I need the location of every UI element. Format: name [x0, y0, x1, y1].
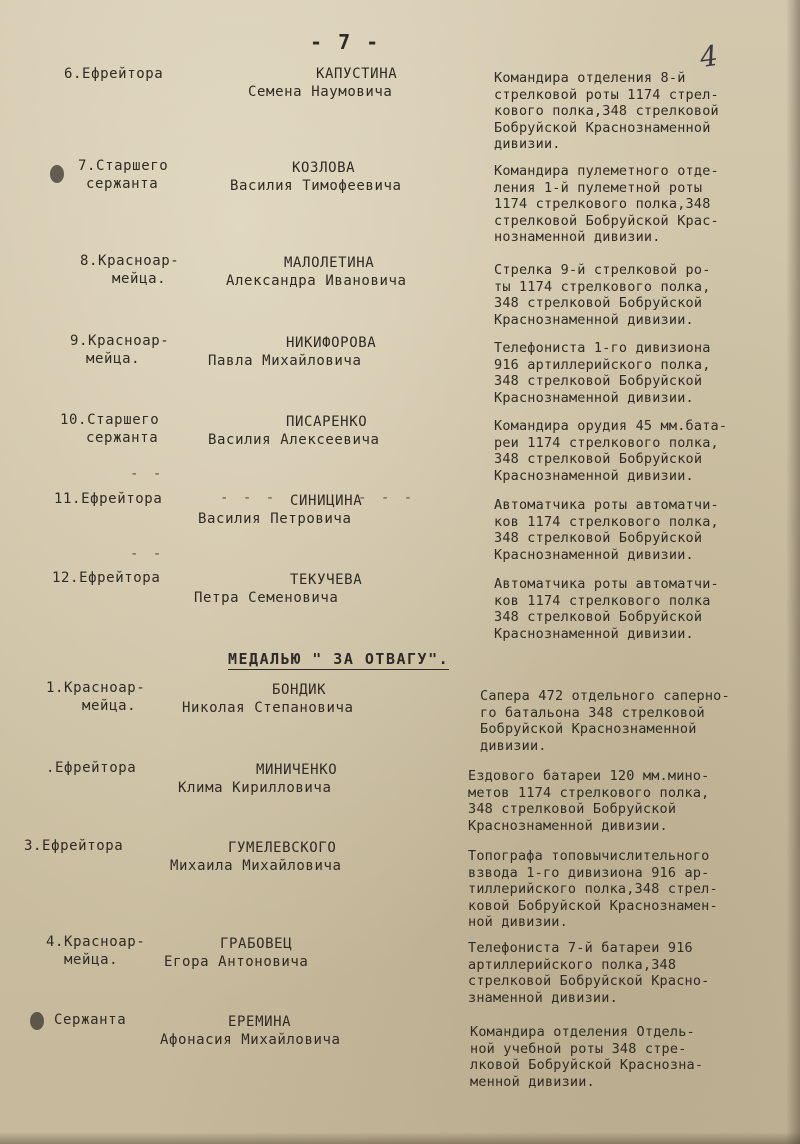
page-edge-shadow [0, 1132, 800, 1144]
surname: ПИСАРЕНКО [286, 414, 368, 430]
surname: КАПУСТИНА [316, 66, 398, 82]
surname: ГУМЕЛЕВСКОГО [228, 840, 337, 856]
rank-line: сержанта [86, 430, 159, 446]
surname: ТЕКУЧЕВА [290, 572, 363, 588]
rank-line: Сержанта [54, 1012, 127, 1028]
smudge-mark: - - - [220, 490, 278, 506]
surname: ЕРЕМИНА [228, 1014, 292, 1030]
surname: МИНИЧЕНКО [256, 762, 338, 778]
entry-description: Топографа топовычислительного взвода 1-го дивизиона 916 ар- тиллерийского полка,348 стрел- ковой Бобруйской Краснознамен- ной дивизии. [468, 848, 718, 930]
punch-hole-icon [30, 1012, 44, 1030]
surname: МАЛОЛЕТИНА [284, 255, 375, 271]
given-name: Клима Кирилловича [178, 780, 332, 796]
rank-line: 10.Старшего [60, 412, 160, 428]
rank-line: 6.Ефрейтора [64, 66, 164, 82]
given-name: Егора Антоновича [164, 954, 309, 970]
entry-description: Ездового батареи 120 мм.мино- метов 1174 стрелкового полка, 348 стрелковой Бобруйской Краснознаменной дивизии. [468, 768, 710, 834]
given-name: Семена Наумовича [248, 84, 393, 100]
surname: ГРАБОВЕЦ [220, 936, 293, 952]
entry-description: Командира отделения 8-й стрелковой роты 1174 стрел- кового полка,348 стрелковой Бобруйской Краснознаменной дивизии. [494, 70, 719, 152]
punch-hole-icon [50, 165, 64, 183]
smudge-mark: - - [130, 546, 165, 562]
entry-description: Телефониста 7-й батареи 916 артиллерийского полка,348 стрелковой Бобруйской Красно- знаменной дивизии. [468, 940, 710, 1006]
surname: КОЗЛОВА [292, 160, 356, 176]
entry-description: Сапера 472 отдельного саперно- го батальона 348 стрелковой Бобруйской Краснознаменной дивизии. [480, 688, 730, 754]
given-name: Афонасия Михайловича [160, 1032, 341, 1048]
given-name: Николая Степановича [182, 700, 354, 716]
given-name: Василия Петровича [198, 511, 352, 527]
rank-line: 12.Ефрейтора [52, 570, 161, 586]
rank-line: 7.Старшего [78, 158, 169, 174]
smudge-mark: - - [130, 466, 165, 482]
rank-line: мейца. [82, 698, 137, 714]
rank-line: мейца. [64, 952, 119, 968]
surname: БОНДИК [272, 682, 327, 698]
given-name: Павла Михайловича [208, 353, 362, 369]
rank-line: мейца. [86, 351, 141, 367]
rank-line: сержанта [86, 176, 159, 192]
rank-line: 4.Красноар- [46, 934, 146, 950]
rank-line: 1.Красноар- [46, 680, 146, 696]
given-name: Александра Ивановича [226, 273, 407, 289]
rank-line: 3.Ефрейтора [24, 838, 124, 854]
handwritten-mark: 4 [697, 38, 721, 75]
entry-description: Автоматчика роты автоматчи- ков 1174 стрелкового полка 348 стрелковой Бобруйской Краснознаменной дивизии. [494, 576, 719, 642]
entry-description: Телефониста 1-го дивизиона 916 артиллерийского полка, 348 стрелковой Бобруйской Краснознаменной дивизии. [494, 340, 711, 406]
section-header: МЕДАЛЬЮ " ЗА ОТВАГУ". [228, 650, 450, 668]
rank-line: .Ефрейтора [46, 760, 137, 776]
given-name: Василия Алексеевича [208, 432, 380, 448]
given-name: Василия Тимофеевича [230, 178, 402, 194]
smudge-mark: - - - [358, 490, 416, 506]
rank-line: 11.Ефрейтора [54, 491, 163, 507]
given-name: Петра Семеновича [194, 590, 339, 606]
rank-line: мейца. [112, 271, 167, 287]
page-edge-shadow [786, 0, 800, 1144]
surname: НИКИФОРОВА [286, 335, 377, 351]
rank-line: 8.Красноар- [80, 253, 180, 269]
entry-description: Стрелка 9-й стрелковой ро- ты 1174 стрелкового полка, 348 стрелковой Бобруйской Краснознаменной дивизии. [494, 262, 711, 328]
surname: СИНИЦИНА [290, 493, 363, 509]
entry-description: Командира пулеметного отде- ления 1-й пулеметной роты 1174 стрелкового полка,348 стрелковой Бобруйской Крас- нознаменной дивизии. [494, 163, 719, 245]
page-number: - 7 - [310, 30, 381, 54]
entry-description: Командира орудия 45 мм.бата- реи 1174 стрелкового полка, 348 стрелковой Бобруйской Краснознаменной дивизии. [494, 418, 728, 484]
given-name: Михаила Михайловича [170, 858, 342, 874]
entry-description: Автоматчика роты автоматчи- ков 1174 стрелкового полка, 348 стрелковой Бобруйской Краснознаменной дивизии. [494, 497, 719, 563]
rank-line: 9.Красноар- [70, 333, 170, 349]
entry-description: Командира отделения Отдель- ной учебной роты 348 стре- лковой Бобруйской Краснозна- менной дивизии. [470, 1024, 704, 1090]
